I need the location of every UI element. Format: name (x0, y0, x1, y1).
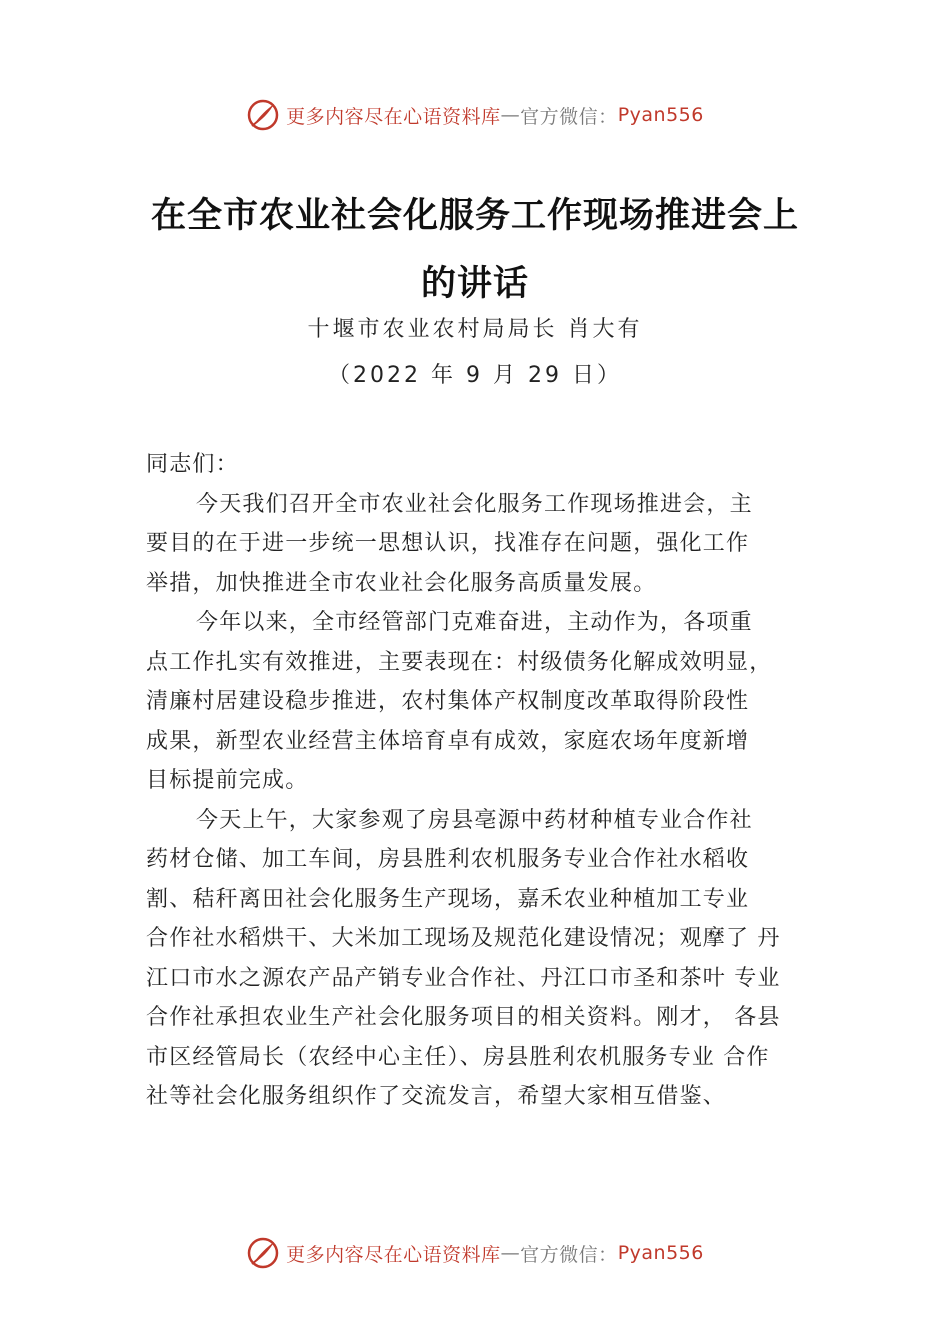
watermark-sub-text: 官方微信： (520, 105, 618, 128)
document-title-line-2: 的讲话 (420, 263, 529, 304)
body-line: 药材仓储、加工车间，房县胜利农机服务专业合作社水稻收 (146, 847, 750, 872)
footer-watermark (0, 1233, 950, 1273)
body-line: 割、秸秆离田社会化服务生产现场，嘉禾农业种植加工专业 (146, 886, 750, 912)
document-title-line-1: 在全市农业社会化服务工作现场推进会上 (150, 195, 799, 236)
body-line: 举措，加快推进全市农业社会化服务高质量发展。 (146, 570, 657, 596)
watermark-sub-text: 官方微信： (520, 1243, 618, 1266)
body-line: 目标提前完成。 (146, 768, 309, 793)
watermark-main-text: 更多内容尽在心语资料库 (286, 1243, 501, 1266)
body-line: 今年以来，全市经管部门克难奋进，主动作为，各项重 (196, 610, 753, 635)
quill-logo-icon (246, 98, 280, 132)
body-line: 今天我们召开全市农业社会化服务工作现场推进会，主 (196, 491, 753, 517)
watermark-wechat-id: Pyan556 (617, 104, 704, 126)
body-line: 社等社会化服务组织作了交流发言，希望大家相互借鉴、 (146, 1084, 727, 1109)
document-body (146, 445, 836, 1117)
date-line: （2022 年 9 月 29 日） (328, 363, 622, 388)
salutation: 同志们： (146, 452, 239, 477)
body-line: 成果，新型农业经营主体培育卓有成效，家庭农场年度新增 (146, 728, 750, 754)
body-line: 合作社承担农业生产社会化服务项目的相关资料。刚才， 各县 (146, 1005, 781, 1030)
header-watermark (0, 95, 950, 135)
body-line: 点工作扎实有效推进，主要表现在：村级债务化解成效明显， (146, 649, 773, 675)
watermark-dash: — (500, 104, 521, 126)
body-line: 市区经管局长（农经中心主任）、房县胜利农机服务专业 合作 (146, 1044, 770, 1070)
body-line: 清廉村居建设稳步推进，农村集体产权制度改革取得阶段性 (146, 689, 750, 714)
body-line: 要目的在于进一步统一思想认识，找准存在问题，强化工作 (146, 531, 750, 556)
watermark-wechat-id: Pyan556 (617, 1242, 704, 1264)
watermark-main-text: 更多内容尽在心语资料库 (286, 105, 501, 128)
quill-logo-icon (246, 1236, 280, 1270)
watermark-dash: — (500, 1242, 521, 1264)
body-line: 今天上午，大家参观了房县亳源中药材种植专业合作社 (196, 807, 753, 833)
body-line: 合作社水稻烘干、大米加工现场及规范化建设情况；观摩了 丹 (146, 926, 781, 951)
author-line: 十堰市农业农村局局长 肖大有 (307, 317, 643, 342)
body-line: 江口市水之源农产品产销专业合作社、丹江口市圣和茶叶 专业 (146, 965, 781, 991)
